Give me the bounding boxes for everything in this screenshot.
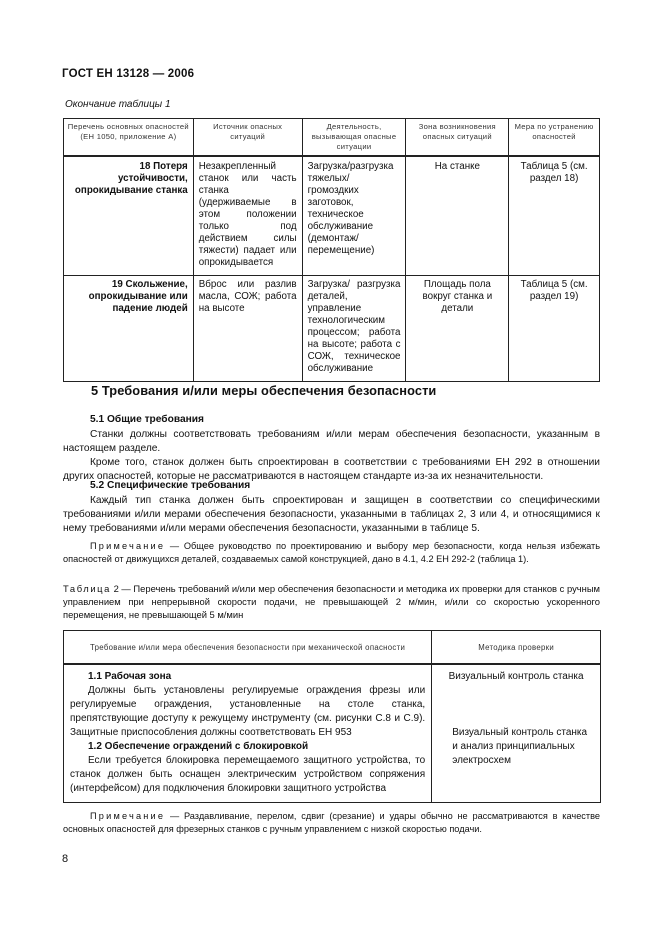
note-label: Примечание (90, 541, 166, 551)
document-code-header: ГОСТ ЕН 13128 — 2006 (62, 68, 195, 80)
measure-cell: Таблица 5 (см. раздел 19) (509, 276, 600, 382)
item-1-2-text: Если требуется блокировка перемещаемого защитного устройства, то станок должен быть оснащен электрическим устройством сопряжения (интерфейсом) для подключения блокировки защитного устройства (70, 755, 426, 794)
zone-cell: На станке (406, 156, 509, 276)
hazards-table (63, 118, 600, 382)
note-label: Примечание (90, 811, 166, 821)
item-1-2-title: 1.2 Обеспечение ограждений с блокировкой (88, 741, 309, 752)
table-header-row (64, 119, 600, 157)
note-text: — Общее руководство по проектированию и выбору мер безопасности, когда нельзя избежать опасностей от движущихся деталей, создаваемых самой конструкцией, дано в 4.1, 4.2 ЕН 292-2 (таблица 1). (63, 541, 600, 564)
bottom-note (63, 810, 600, 836)
table-row (64, 276, 600, 382)
page-number: 8 (62, 853, 69, 865)
column-header: Методика проверки (432, 631, 601, 665)
paragraph: Каждый тип станка должен быть спроектирован и защищен в соответствии со специфическими требованиями и/или мерами обеспечения безопасности, указанными в таблицах 2, 3 или 4, и относящимися к нему требованиями и/или мерами обеспечения безопасности, указанными в таблице 5. (63, 495, 600, 535)
hazard-cell: 19 Скольжение, опрокидывание или падение людей (64, 276, 194, 382)
column-header: Зона возникновения опасных ситуаций (406, 119, 509, 157)
table-label: Таблица (63, 583, 111, 594)
item-1-2-method: Визуальный контроль станка и анализ принципиальных электросхем (452, 727, 588, 766)
method-cell (432, 664, 601, 803)
column-header: Источник опасных ситуаций (193, 119, 302, 157)
zone-cell: Площадь пола вокруг станка и детали (406, 276, 509, 382)
paragraph: Станки должны соответствовать требованиям и/или мерам обеспечения безопасности, указанным в настоящем разделе. (63, 429, 600, 455)
source-cell: Незакрепленный станок или часть станка (удерживаемые в этом положении только под действием силы тяжести) падает или опрокидывается (193, 156, 302, 276)
paragraph: Кроме того, станок должен быть спроектирован в соответствии с требованиями ЕН 292 в отношении других опасностей, которые не рассматриваются в настоящем стандарте из-за их незначительности. (63, 457, 600, 483)
requirements-table (63, 630, 601, 803)
column-header: Мера по устранению опасностей (509, 119, 600, 157)
requirement-cell (64, 664, 432, 803)
column-header: Перечень основных опасностей (ЕН 1050, приложение А) (64, 119, 194, 157)
item-1-1-method: Визуальный контроль станка (448, 671, 584, 682)
item-1-1-text: Должны быть установлены регулируемые ограждения фрезы или регулируемые ограждения, установленные на столе станка, препятствующие доступу к режущему инструменту (см. рисунки С.8 и С.9). Защитные приспособления должны соответствовать ЕН 953 (70, 685, 426, 738)
note-text: — Раздавливание, перелом, сдвиг (срезание) и удары обычно не рассматриваются в качестве основных опасностей для фрезерных станков с ручным управлением с низкой скоростью подачи. (63, 811, 600, 834)
source-cell: Вброс или разлив масла, СОЖ; работа на высоте (193, 276, 302, 382)
measure-cell: Таблица 5 (см. раздел 18) (509, 156, 600, 276)
table-header-row (64, 631, 601, 665)
table-row (64, 664, 601, 803)
column-header: Требование и/или мера обеспечения безопасности при механической опасности (64, 631, 432, 665)
activity-cell: Загрузка/разгрузка тяжелых/громоздких заготовок, техническое обслуживание (демонтаж/ перемещение) (302, 156, 406, 276)
subsection-5-1-heading: 5.1 Общие требования (90, 414, 204, 425)
table-row (64, 156, 600, 276)
item-1-1-title: 1.1 Рабочая зона (88, 671, 172, 682)
subsection-5-2-heading: 5.2 Специфические требования (90, 480, 251, 491)
table1-caption: Окончание таблицы 1 (65, 99, 171, 110)
section-5-heading: 5 Требования и/или меры обеспечения безопасности (91, 383, 437, 398)
column-header: Деятельность, вызывающая опасные ситуации (302, 119, 406, 157)
note-paragraph (63, 540, 600, 566)
table2-caption (63, 582, 600, 621)
hazard-cell: 18 Потеря устойчивости, опрокидывание станка (64, 156, 194, 276)
activity-cell: Загрузка/ разгрузка деталей, управление технологическим процессом; работа на высоте; работа с СОЖ, техническое обслуживание (302, 276, 406, 382)
table-caption-text: 2 — Перечень требований и/или мер обеспечения безопасности и методика их проверки для станков с ручным управлением при непрерывной скорости подачи, не превышающей 2 м/мин, и/или со скоростью ускоренного перемещения, не превышающей 5 м/мин (63, 583, 600, 620)
